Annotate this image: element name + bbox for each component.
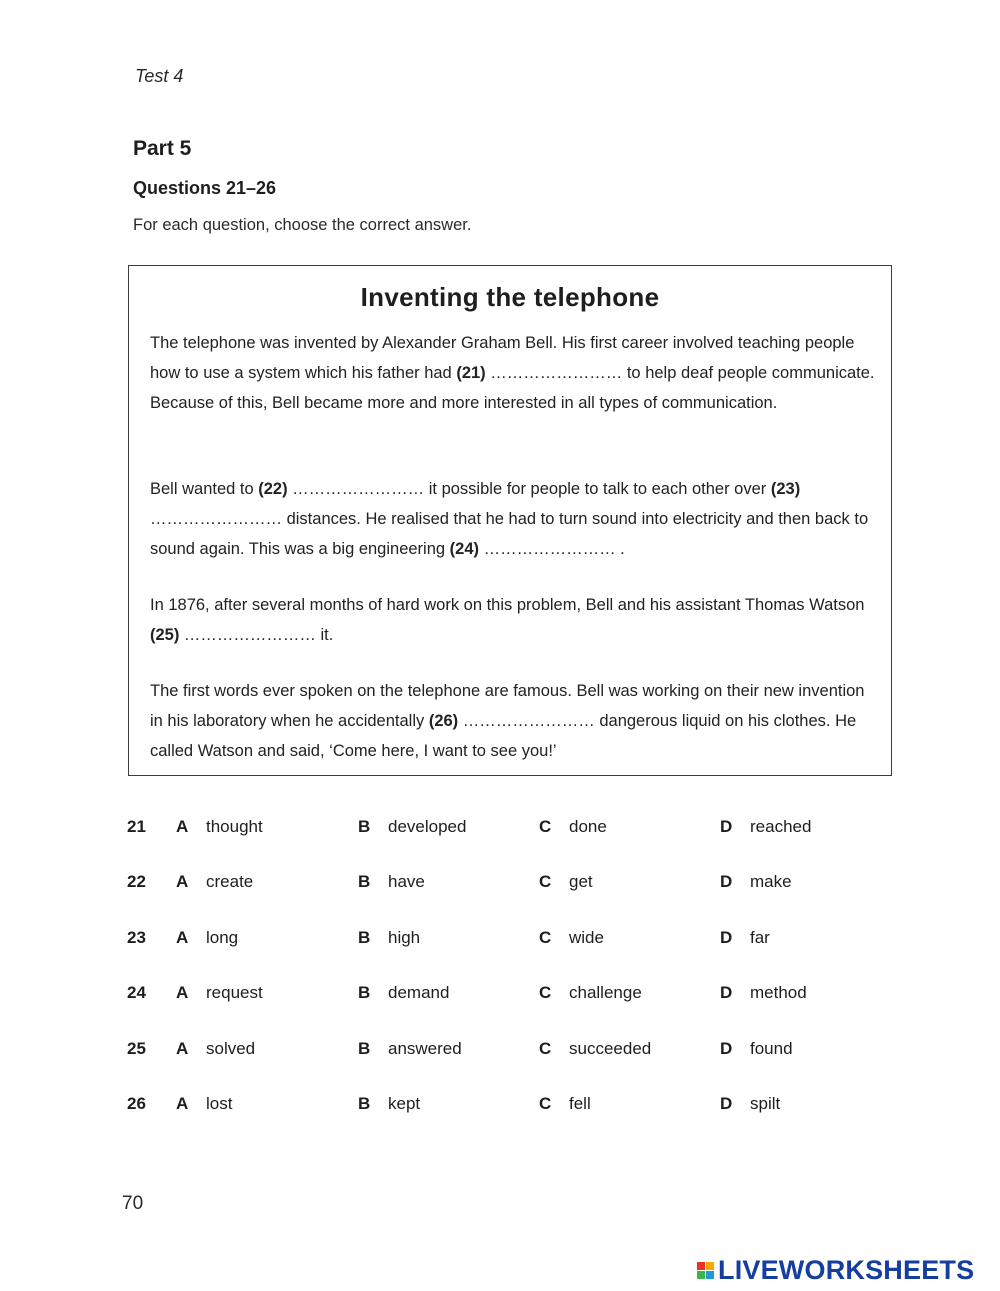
option-letter: B xyxy=(358,817,371,836)
option-23-b[interactable] xyxy=(358,928,420,948)
option-23-d[interactable] xyxy=(720,928,770,948)
option-text: done xyxy=(569,817,607,836)
option-23-c[interactable] xyxy=(539,928,604,948)
option-letter: B xyxy=(358,927,371,947)
passage-text: dangerous liquid on his clothes. He called Watson and said, ‘Come here, I want to see you!’ xyxy=(150,712,857,760)
option-letter: C xyxy=(539,1093,552,1113)
option-25-a[interactable] xyxy=(176,1039,255,1059)
option-letter: D xyxy=(720,872,733,892)
logo-text: LIVEWORKSHEETS xyxy=(718,1254,975,1285)
option-text: have xyxy=(388,872,425,892)
option-letter: C xyxy=(539,1038,552,1058)
option-letter: D xyxy=(720,983,733,1003)
questions-range: Questions 21–26 xyxy=(133,178,277,198)
gap-26-number: (26) xyxy=(428,712,459,730)
instruction-text: For each question, choose the correct answer. xyxy=(133,216,472,234)
option-text: kept xyxy=(388,1093,421,1113)
passage-text: it. xyxy=(320,626,334,644)
logo-mark-square xyxy=(697,1262,705,1270)
option-letter: C xyxy=(539,983,552,1003)
option-letter: C xyxy=(539,872,552,892)
option-letter: D xyxy=(720,927,733,947)
passage-text: The telephone was invented by Alexander Graham Bell. His first career involved teaching people how to use a system which his father had xyxy=(150,334,855,382)
option-text: high xyxy=(388,927,421,947)
option-21-c[interactable] xyxy=(539,817,607,837)
passage-text: Bell wanted to xyxy=(150,480,259,498)
gap-23-number: (23) xyxy=(770,480,801,498)
passage-paragraph-3 xyxy=(150,590,880,650)
option-text: fell xyxy=(569,1093,591,1113)
option-letter: D xyxy=(720,1038,733,1058)
option-text: thought xyxy=(206,817,263,836)
option-26-d[interactable] xyxy=(720,1094,780,1114)
passage-paragraph-2 xyxy=(150,474,880,564)
gap-25-number: (25) xyxy=(150,626,180,644)
option-letter: C xyxy=(539,927,552,947)
option-22-a[interactable] xyxy=(176,872,253,892)
option-text: challenge xyxy=(569,983,642,1003)
question-number: 22 xyxy=(127,872,146,892)
option-text: solved xyxy=(206,1038,256,1058)
option-letter: D xyxy=(720,817,733,836)
passage-title: Inventing the telephone xyxy=(360,282,660,312)
option-26-a[interactable] xyxy=(176,1094,232,1114)
gap-22-blank[interactable]: …………………… xyxy=(287,480,429,498)
passage-box xyxy=(128,265,892,776)
option-letter: A xyxy=(176,1038,189,1058)
option-24-a[interactable] xyxy=(176,983,263,1003)
option-25-d[interactable] xyxy=(720,1039,793,1059)
question-number: 25 xyxy=(127,1038,146,1058)
gap-24-blank[interactable]: …………………… . xyxy=(479,540,625,558)
option-text: make xyxy=(750,872,792,892)
gap-26-blank[interactable]: …………………… xyxy=(458,712,600,730)
option-letter: A xyxy=(176,983,189,1003)
gap-22-number: (22) xyxy=(258,480,288,498)
liveworksheets-logo[interactable] xyxy=(697,1254,974,1286)
question-row-25 xyxy=(120,1034,880,1089)
question-number: 23 xyxy=(127,927,146,947)
logo-mark-icon xyxy=(697,1262,714,1279)
option-21-d[interactable] xyxy=(720,817,811,837)
passage-text: it possible for people to talk to each other over xyxy=(428,480,771,498)
option-letter: A xyxy=(176,927,189,947)
option-letter: C xyxy=(539,817,552,836)
option-21-a[interactable] xyxy=(176,817,263,837)
page-number: 70 xyxy=(122,1193,144,1214)
gap-21-blank[interactable]: …………………… xyxy=(485,364,627,382)
option-text: succeeded xyxy=(569,1038,652,1058)
question-row-23 xyxy=(120,923,880,978)
passage-text: The first words ever spoken on the telephone are famous. Bell was working on their new invention in his laboratory when he accidentally xyxy=(150,682,865,730)
question-row-26 xyxy=(120,1089,880,1144)
question-number: 24 xyxy=(127,983,146,1003)
passage-text: In 1876, after several months of hard work on this problem, Bell and his assistant Thomas Watson xyxy=(150,596,865,614)
option-22-d[interactable] xyxy=(720,872,792,892)
option-text: spilt xyxy=(750,1093,781,1113)
option-24-c[interactable] xyxy=(539,983,642,1003)
question-number: 21 xyxy=(127,817,146,836)
logo-mark-square xyxy=(706,1271,714,1279)
option-23-a[interactable] xyxy=(176,928,238,948)
option-letter: B xyxy=(358,1093,371,1113)
passage-paragraph-4 xyxy=(150,676,880,766)
option-text: lost xyxy=(206,1093,233,1113)
option-letter: B xyxy=(358,872,371,892)
option-text: reached xyxy=(750,817,812,836)
option-22-c[interactable] xyxy=(539,872,593,892)
logo-mark-square xyxy=(706,1262,714,1270)
option-25-c[interactable] xyxy=(539,1039,651,1059)
option-text: developed xyxy=(388,817,467,836)
answer-options xyxy=(120,812,880,1144)
option-text: request xyxy=(206,983,263,1003)
option-text: long xyxy=(206,927,239,947)
option-24-d[interactable] xyxy=(720,983,807,1003)
passage-paragraph-1 xyxy=(150,328,880,418)
question-row-22 xyxy=(120,867,880,922)
question-row-24 xyxy=(120,978,880,1033)
option-25-b[interactable] xyxy=(358,1039,462,1059)
part-title: Part 5 xyxy=(133,137,192,160)
option-26-c[interactable] xyxy=(539,1094,591,1114)
option-text: found xyxy=(750,1038,793,1058)
option-letter: A xyxy=(176,817,189,836)
option-text: create xyxy=(206,872,254,892)
option-text: demand xyxy=(388,983,450,1003)
option-24-b[interactable] xyxy=(358,983,449,1003)
question-number: 26 xyxy=(127,1093,146,1113)
passage-text: to help deaf people communicate. Because of this, Bell became more and more interested in all types of communication. xyxy=(150,364,875,412)
gap-24-number: (24) xyxy=(449,540,479,558)
option-22-b[interactable] xyxy=(358,872,425,892)
logo-mark-square xyxy=(697,1271,705,1279)
option-text: wide xyxy=(569,927,604,947)
page-header: Test 4 xyxy=(135,66,184,86)
gap-25-blank[interactable]: …………………… xyxy=(179,626,321,644)
option-text: far xyxy=(750,927,770,947)
option-text: get xyxy=(569,872,593,892)
question-row-21 xyxy=(120,812,880,867)
option-letter: B xyxy=(358,1038,371,1058)
option-21-b[interactable] xyxy=(358,817,466,837)
option-text: answered xyxy=(388,1038,462,1058)
option-letter: D xyxy=(720,1093,733,1113)
option-letter: A xyxy=(176,872,189,892)
option-text: method xyxy=(750,983,807,1003)
option-letter: B xyxy=(358,983,371,1003)
gap-21-number: (21) xyxy=(456,364,486,382)
passage-text: distances. He realised that he had to turn sound into electricity and then back to sound again. This was a big engineering xyxy=(150,510,869,558)
gap-23-blank[interactable]: …………………… xyxy=(150,510,287,528)
option-26-b[interactable] xyxy=(358,1094,420,1114)
option-letter: A xyxy=(176,1093,189,1113)
